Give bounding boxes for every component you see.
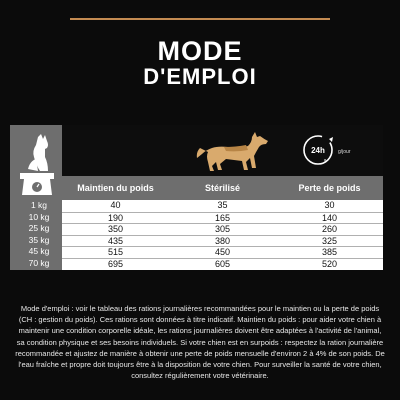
accent-line <box>70 18 330 20</box>
per-day-label: g/jour <box>338 149 351 155</box>
table-row <box>62 235 383 247</box>
table-cell: 30 <box>324 200 335 210</box>
table-row <box>62 223 383 235</box>
table-cell: 325 <box>321 235 338 246</box>
column-header-maintenance: Maintien du poids <box>77 183 154 193</box>
table-cell: 190 <box>107 212 124 223</box>
table-row <box>62 246 383 258</box>
table-cell: 515 <box>107 247 124 258</box>
table-cell: 520 <box>321 258 338 269</box>
table-cell: 350 <box>107 224 124 235</box>
table-cell: 385 <box>321 247 338 258</box>
column-header-weight-loss: Perte de poids <box>298 183 361 193</box>
table-row <box>62 258 383 270</box>
dog-icon <box>194 128 272 174</box>
weight-label: 35 kg <box>28 234 50 245</box>
table-cell: 305 <box>214 224 231 235</box>
dog-on-scale-icon <box>14 133 58 197</box>
weight-label: 25 kg <box>28 223 50 234</box>
table-row <box>62 212 383 224</box>
weight-label: 45 kg <box>28 246 50 257</box>
table-cell: 35 <box>217 200 228 210</box>
table-cell: 260 <box>321 224 338 235</box>
table-header-band <box>62 125 383 176</box>
clock-unit: g <box>323 157 327 162</box>
table-row <box>62 200 383 212</box>
table-cell: 605 <box>214 258 231 269</box>
page-title-line1: MODE <box>157 36 243 66</box>
weight-label: 10 kg <box>28 211 50 222</box>
table-cell: 435 <box>107 235 124 246</box>
table-cell: 695 <box>107 258 124 269</box>
table-body <box>62 200 383 270</box>
page-title-line2: D'EMPLOI <box>143 64 257 89</box>
weight-column <box>10 200 62 270</box>
clock-24h-icon <box>303 131 337 171</box>
table-cell: 40 <box>110 200 121 210</box>
table-cell: 380 <box>214 235 231 246</box>
usage-instructions: Mode d'emploi : voir le tableau des rations journalières recommandées pour le maintien ou la perte de poids (CH : gestion du poids). Ces rations sont données à titre indicatif. Maintien du poids : pour aider votre chien à maintenir une condition corporelle idéale, les rations journalières doivent être adaptées à l'activité de l'animal, sa condition physique et ses besoins individuels. Si votre chien est en surpoids : respectez la ration journalière recommandée et ajustez de manière à obtenir une perte de poids mensuelle d'environ 2 à 4% de son poids. De l'eau fraîche et propre doit toujours être à la disposition de votre chien. Pour surveiller la santé de votre chien, consultez régulièrement votre vétérinaire. <box>15 304 385 381</box>
table-cell: 140 <box>321 212 338 223</box>
feeding-table <box>10 125 383 270</box>
column-header-sterilised: Stérilisé <box>204 183 241 193</box>
weight-label: 1 kg <box>30 200 48 210</box>
table-cell: 450 <box>214 247 231 258</box>
clock-label: 24h <box>311 146 325 155</box>
weight-label: 70 kg <box>28 257 50 268</box>
table-cell: 165 <box>214 212 231 223</box>
